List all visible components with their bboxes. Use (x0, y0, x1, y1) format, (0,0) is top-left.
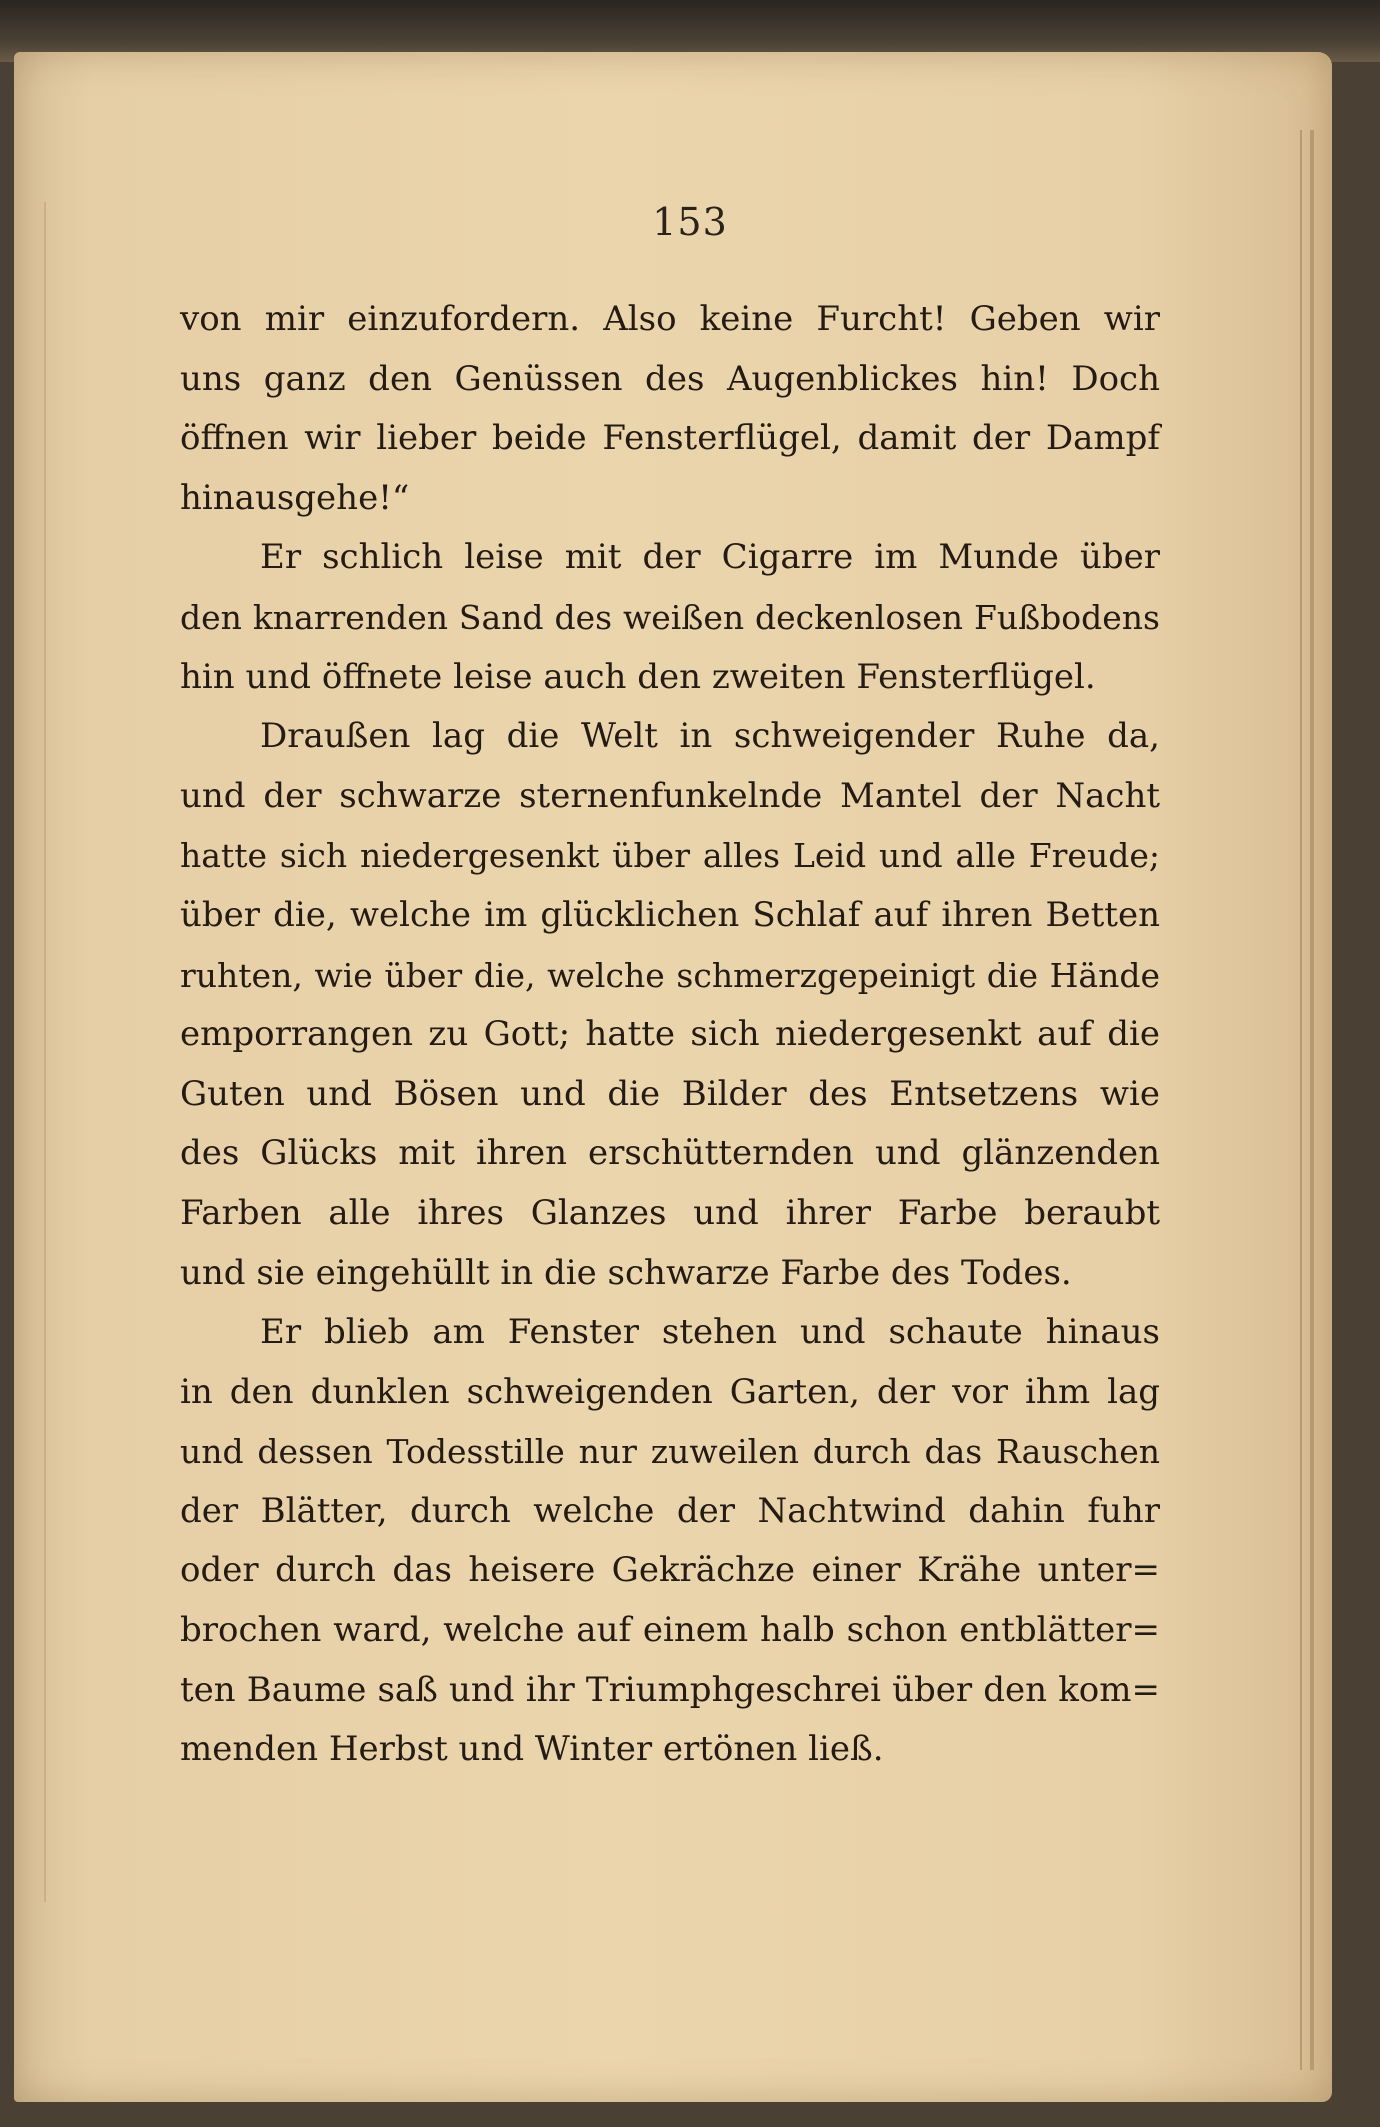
text-line: öffnen wir lieber beide Fensterflügel, damit der Dampf (180, 418, 1160, 459)
text-line: von mir einzufordern. Also keine Furcht! Geben wir (180, 299, 1160, 339)
text-line: hin und öffnete leise auch den zweiten Fensterflügel. (180, 656, 1096, 697)
page-edge-line (1300, 130, 1302, 2070)
text-line: über die, welche im glücklichen Schlaf auf ihren Betten (180, 894, 1160, 935)
text-line: und dessen Todesstille nur zuweilen durch das Rauschen (180, 1432, 1160, 1472)
text-line: der Blätter, durch welche der Nachtwind dahin fuhr (180, 1490, 1160, 1531)
page-edge-line (1310, 130, 1314, 2070)
text-line: und sie eingehüllt in die schwarze Farbe des Todes. (180, 1252, 1072, 1293)
text-line: des Glücks mit ihren erschütternden und glänzenden (180, 1133, 1160, 1174)
text-line: hinausgehe!“ (180, 477, 410, 518)
paragraph-3 (180, 707, 1160, 1303)
text-line: uns ganz den Genüssen des Augenblickes hin! Doch (180, 358, 1160, 399)
text-line: und der schwarze sternenfunkelnde Mantel der Nacht (180, 775, 1160, 816)
page-number: 153 (652, 200, 728, 244)
text-line: Farben alle ihres Glanzes und ihrer Farbe beraubt (180, 1192, 1160, 1233)
paragraph-4 (180, 1303, 1160, 1780)
text-line: hatte sich niedergesenkt über alles Leid und alle Freude; (180, 836, 1160, 876)
text-line: in den dunklen schweigenden Garten, der vor ihm lag (180, 1371, 1160, 1412)
text-line: Er schlich leise mit der Cigarre im Munde über (260, 537, 1160, 578)
paragraph-1 (180, 290, 1160, 528)
text-line: ten Baume saß und ihr Triumphgeschrei über den kom= (180, 1669, 1160, 1710)
text-line: Draußen lag die Welt in schweigender Ruhe da, (260, 716, 1160, 757)
text-line: Guten und Bösen und die Bilder des Entsetzens wie (180, 1073, 1160, 1114)
text-line: den knarrenden Sand des weißen deckenlosen Fußbodens (180, 597, 1160, 637)
text-line: menden Herbst und Winter ertönen ließ. (180, 1729, 884, 1770)
text-line: Er blieb am Fenster stehen und schaute hinaus (260, 1312, 1160, 1353)
body-text (180, 290, 1160, 1780)
paragraph-2 (180, 528, 1160, 707)
text-line: emporrangen zu Gott; hatte sich niedergesenkt auf die (180, 1014, 1160, 1055)
gutter-line (44, 202, 46, 1902)
text-line: brochen ward, welche auf einem halb schon entblätter= (180, 1610, 1160, 1651)
text-line: oder durch das heisere Gekrächze einer Krähe unter= (180, 1550, 1160, 1591)
text-line: ruhten, wie über die, welche schmerzgepeinigt die Hände (180, 955, 1160, 995)
